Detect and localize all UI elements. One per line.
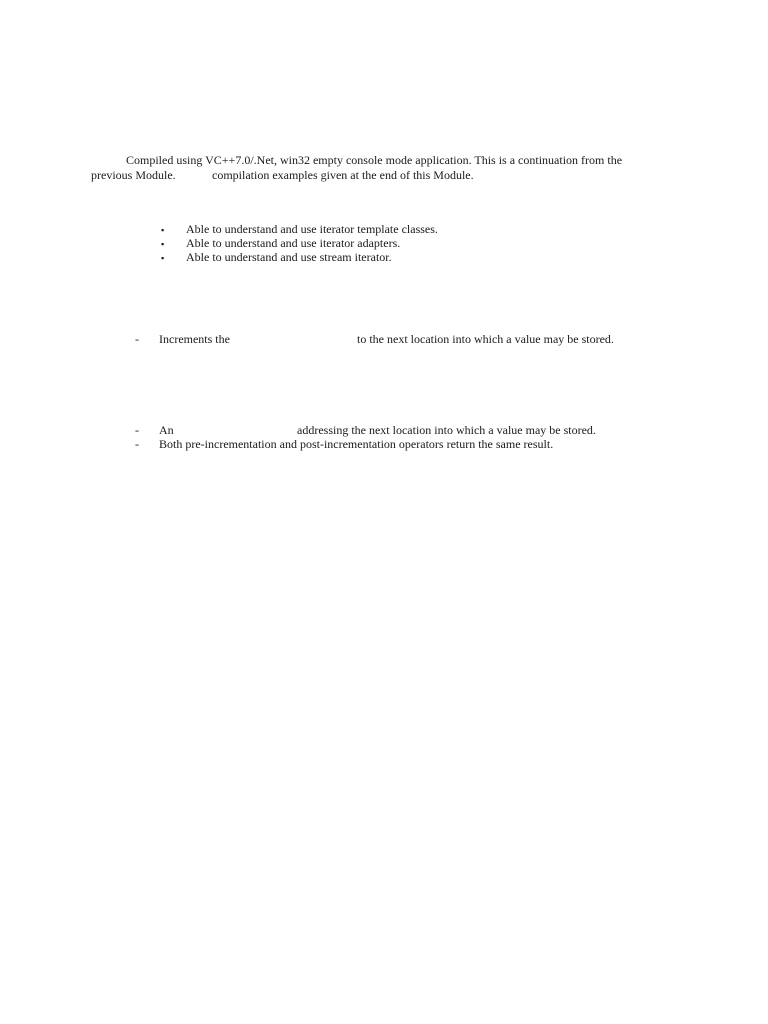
op2-item-1-text-b: addressing the next location into which a value may be stored. [297,423,596,437]
intro-line-2a: previous Module. [91,168,176,182]
ability-item-1: Able to understand and use iterator template classes. [186,222,438,236]
bullet-marker: ▪ [161,239,165,249]
op2-item-2-text: Both pre-incrementation and post-incrementation operators return the same result. [159,437,554,451]
ability-item-3: Able to understand and use stream iterator. [186,250,392,264]
dash-marker: - [135,423,139,437]
bullet-marker: ▪ [161,253,165,263]
dash-marker: - [135,332,139,346]
op1-text-b: to the next location into which a value may be stored. [357,332,614,346]
op1-text-a: Increments the [159,332,230,346]
bullet-marker: ▪ [161,225,165,235]
intro-line-2b: compilation examples given at the end of this Module. [212,168,474,182]
op2-item-1-text-a: An [159,423,174,437]
ability-item-2: Able to understand and use iterator adapters. [186,236,401,250]
dash-marker: - [135,437,139,451]
intro-line-1: Compiled using VC++7.0/.Net, win32 empty console mode application. This is a continuation from the [126,153,623,167]
